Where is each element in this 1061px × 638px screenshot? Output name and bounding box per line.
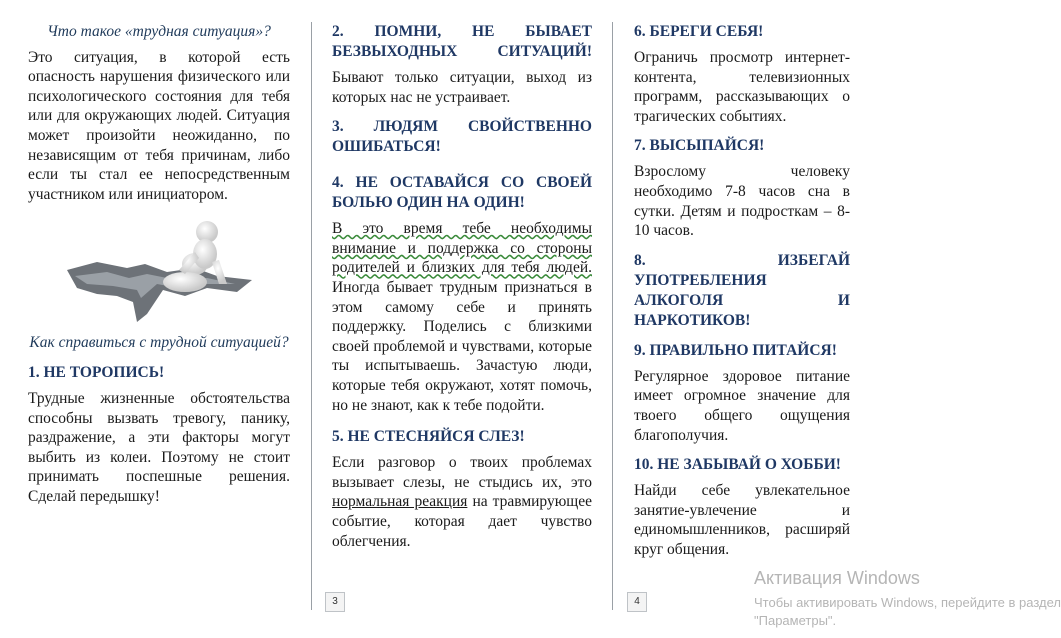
column-3 <box>634 22 850 560</box>
tip-5-title: 5. НЕ СТЕСНЯЙСЯ СЛЕЗ! <box>332 428 525 446</box>
tip-2-title: 2. ПОМНИ, НЕ БЫВАЕТ БЕЗВЫХОДНЫХ СИТУАЦИЙ! <box>332 23 592 60</box>
tip-5-text-end: на травмирующее событие, которая дает чувство облегчения. <box>332 493 592 550</box>
column-divider-1 <box>311 22 312 610</box>
tip-3-title: 3. ЛЮДЯМ СВОЙСТВЕННО ОШИБАТЬСЯ! <box>332 118 592 156</box>
tip-5-text-underlined: нормальная реакция <box>332 493 468 511</box>
section-heading: Что такое «трудная ситуация»? <box>47 23 271 40</box>
activation-watermark-line-2: Чтобы активировать Windows, перейдите в раздел <box>754 595 1061 610</box>
tip-9-text: Регулярное здоровое питание имеет огромное значение для твоего общего ощущения благополучия. <box>634 367 850 444</box>
tip-1-text: Трудные жизненные обстоятельства способны вызвать тревогу, панику, раздражение, а эти факторы могут выбить из колеи. Поэтому не стоит принимать поспешные решения. Сделай передышку! <box>28 389 290 505</box>
tip-4-text-rest: Иногда бывает трудным признаться в этом самому себе и принять поддержку. Поделись с близкими своей проблемой и чувствами, которые ты испытываешь. Зачастую люди, которые тебя окружают, хотят помочь, но не знают, как к тебе подойти. <box>332 278 592 414</box>
column-1 <box>28 22 290 507</box>
tip-1-title: 1. НЕ ТОРОПИСЬ! <box>28 363 165 381</box>
tip-5-text-start: Если разговор о твоих проблемах вызывает слезы, не стыдись их, это <box>332 454 592 491</box>
tip-6-text: Ограничь просмотр интернет-контента, телевизионных программ, рассказывающих о трагических событиях. <box>634 49 850 125</box>
tip-10-title: 10. НЕ ЗАБЫВАЙ О ХОББИ! <box>634 456 841 474</box>
tip-6-title: 6. БЕРЕГИ СЕБЯ! <box>634 23 764 40</box>
tip-7-text: Взрослому человеку необходимо 7-8 часов сна в сутки. Детям и подросткам – 8-10 часов. <box>634 163 850 240</box>
activation-watermark-title: Активация Windows <box>754 568 920 588</box>
page-number-4: 4 <box>627 592 647 612</box>
activation-watermark-text <box>754 594 1061 630</box>
column-divider-2 <box>612 22 613 610</box>
tip-5-text <box>332 453 592 551</box>
tip-10-text: Найди себе увлекательное занятие-увлечение и единомышленников, расширяй круг общения. <box>634 482 850 558</box>
tip-4-text-highlight: В это время тебе необходимы внимание и поддержка со стороны родителей и близких для тебя людей. <box>332 220 592 277</box>
column-2 <box>332 22 592 551</box>
tip-4-title: 4. НЕ ОСТАВАЙСЯ СО СВОЕЙ БОЛЬЮ ОДИН НА ОДИН! <box>332 174 592 212</box>
tip-4-text <box>332 219 592 415</box>
tip-7-title: 7. ВЫСЫПАЙСЯ! <box>634 137 765 155</box>
tip-8-title: 8. ИЗБЕГАЙ УПОТРЕБЛЕНИЯ АЛКОГОЛЯ И НАРКОТИКОВ! <box>634 251 850 329</box>
definition-paragraph: Это ситуация, в которой есть опасность нарушения физического или психологического состояния для тебя или для окружающих людей. Ситуация может произойти неожиданно, по независящим от тебя причинам, либо если ты стал ее непосредственным участником или инициатором. <box>28 48 290 203</box>
tip-2-text: Бывают только ситуации, выход из которых нас не устраивает. <box>332 69 592 106</box>
helping-figure-illustration <box>67 218 252 323</box>
activation-watermark-line-3: "Параметры". <box>754 613 837 628</box>
page-number-3: 3 <box>325 592 345 612</box>
tip-9-title: 9. ПРАВИЛЬНО ПИТАЙСЯ! <box>634 341 837 359</box>
how-to-cope-heading: Как справиться с трудной ситуацией? <box>29 334 289 352</box>
